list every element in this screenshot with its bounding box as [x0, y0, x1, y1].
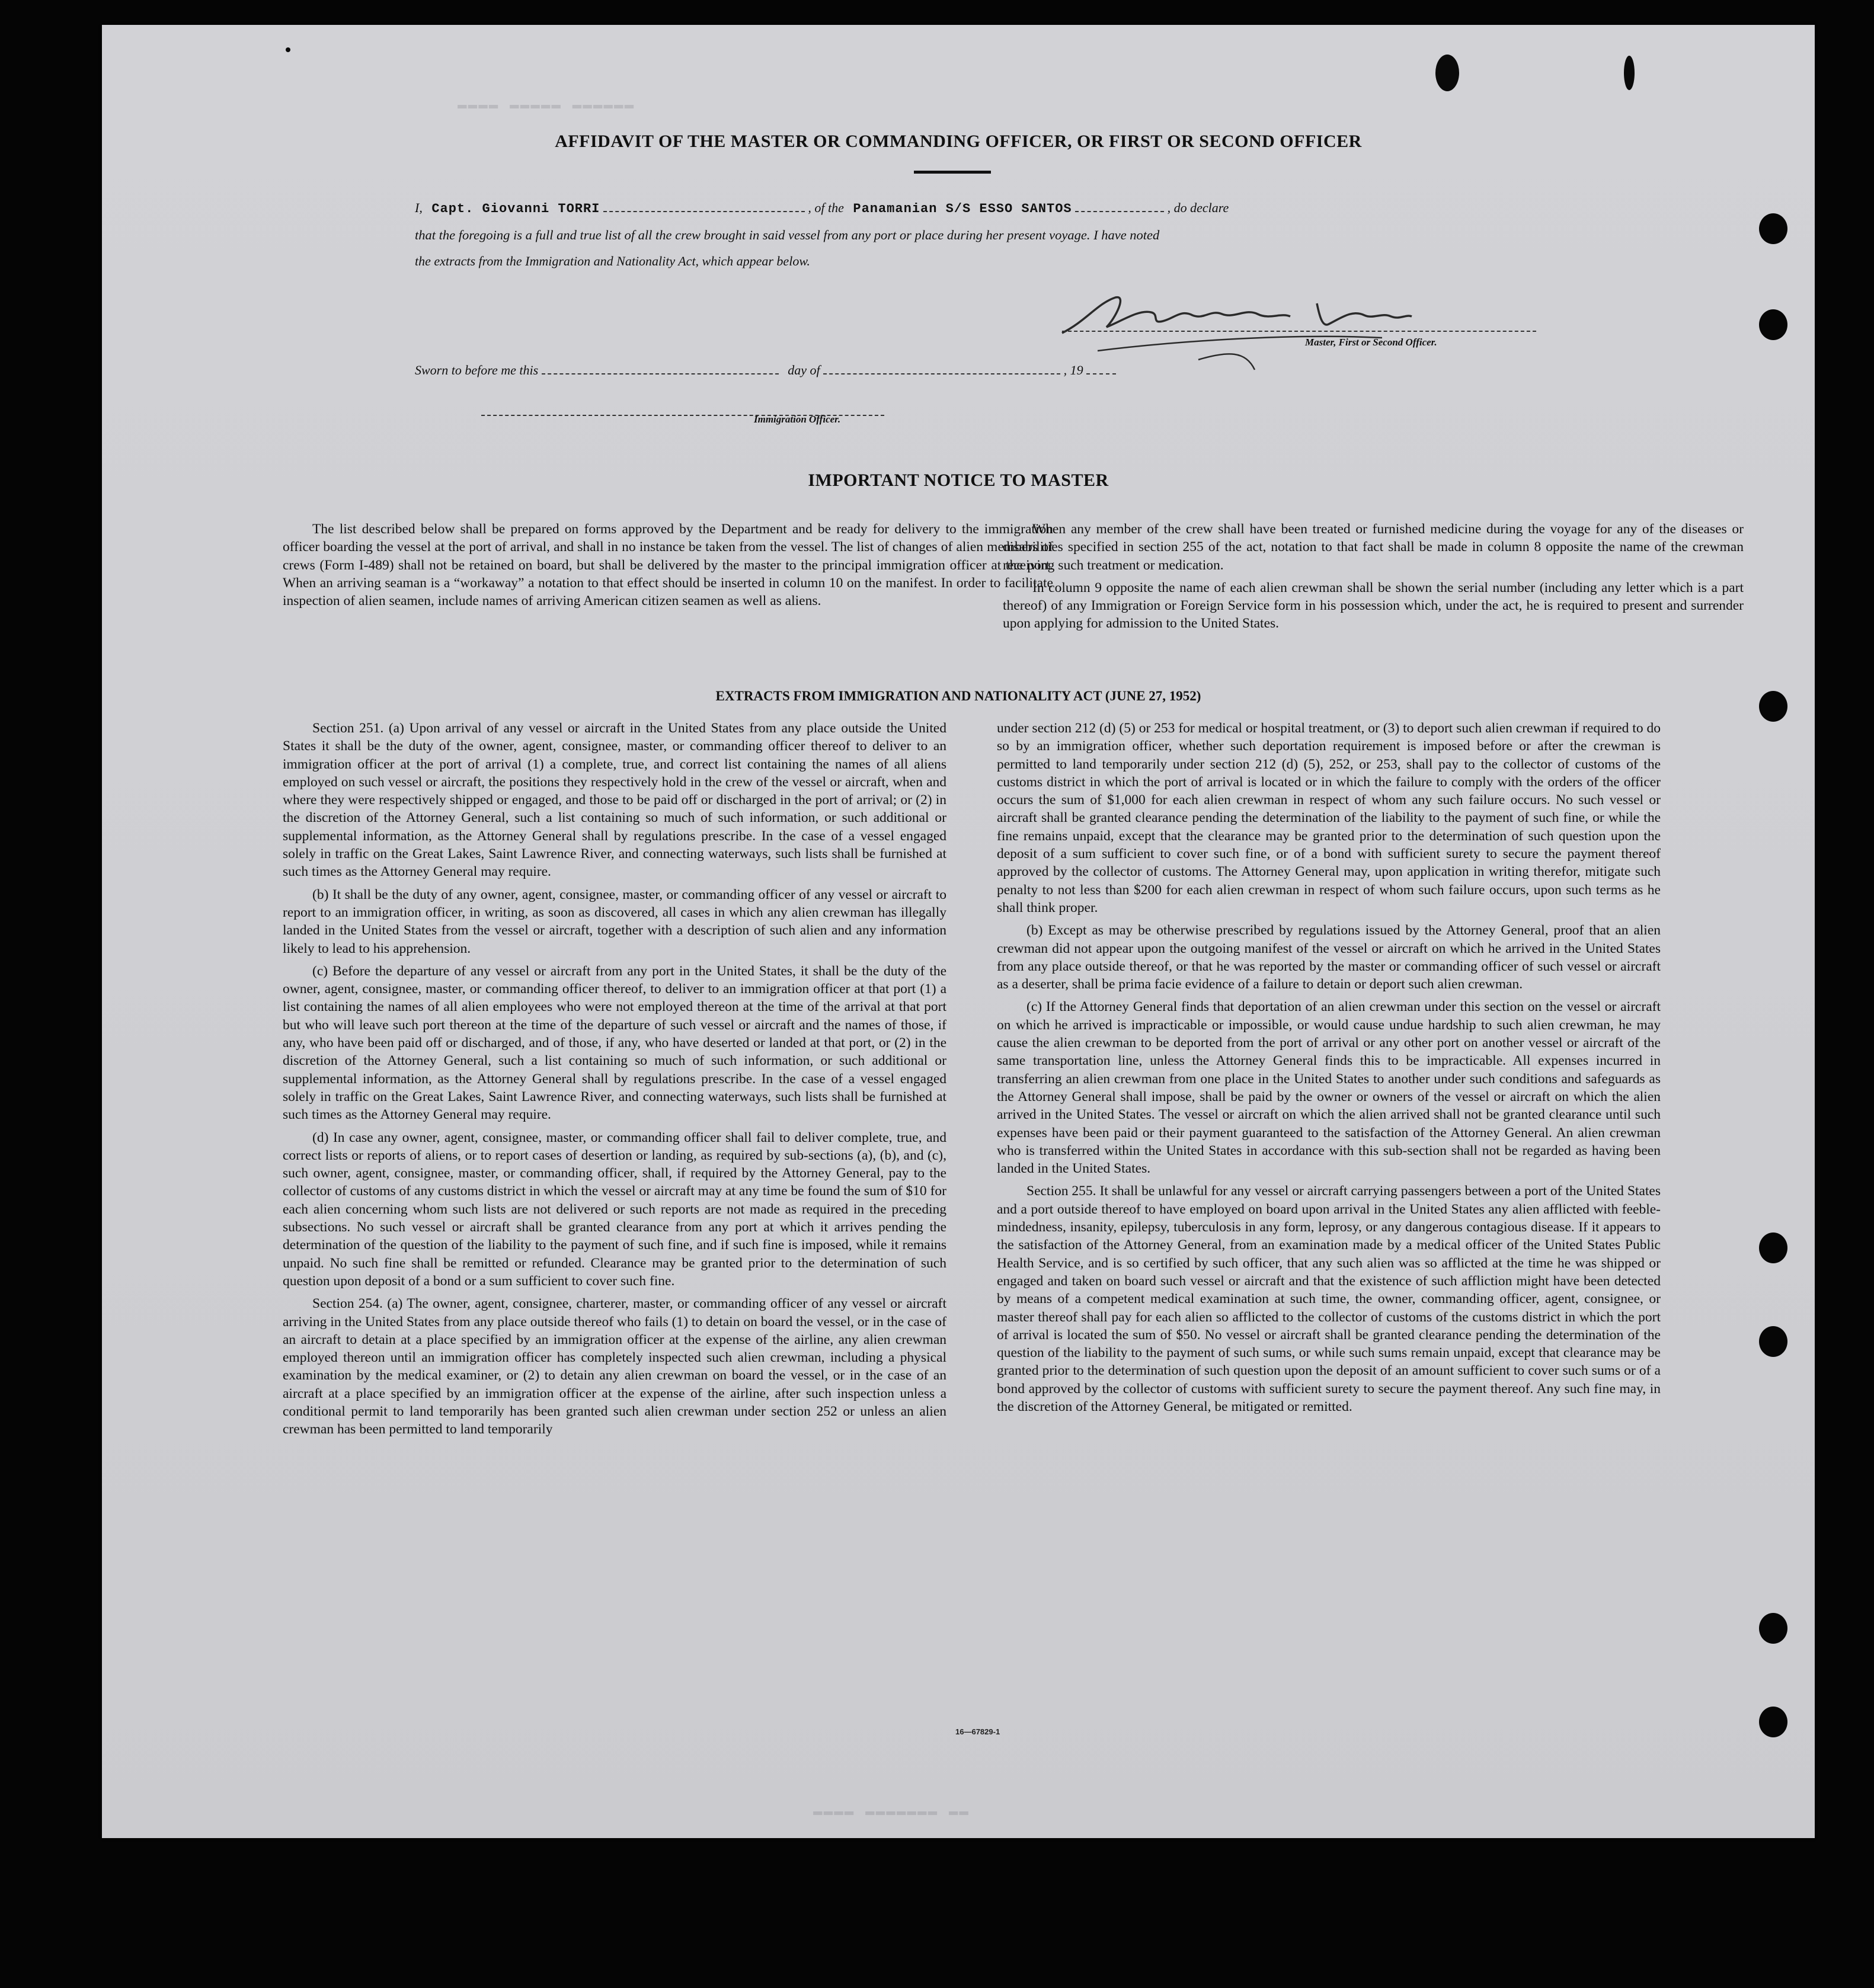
punch-hole: [1759, 213, 1787, 244]
ink-blot: [1624, 56, 1635, 90]
sworn-line: [415, 363, 1116, 378]
document-page: [102, 25, 1815, 1838]
notice-paragraph: When any member of the crew shall have been treated or furnished medicine during the voyage for any of the diseases or disabilities specified in section 255 of the act, notation to that fact shall be made in column 8 opposite the name of the crewman receiving such treatment or medication.: [1003, 521, 1744, 573]
extract-paragraph: Section 254. (a) The owner, agent, consignee, charterer, master, or commanding officer of any vessel or aircraft arriving in the United States from any place outside thereof who fails (1) to detain on board the vessel, or in the case of an aircraft to detain at a place specified by an immigration officer at the expense of the airline, any alien crewman employed thereon until an immigration officer has completely inspected such alien crewman, including a physical examination by the medical examiner, or (2) to detain any alien crewman on board the vessel, or in the case of an aircraft at a place specified by an immigration officer at the expense of the airline, after such inspection unless a conditional permit to land temporarily has been granted such alien crewman under section 252 or unless an alien crewman has been permitted to land temporarily: [283, 1296, 946, 1438]
extracts-title: EXTRACTS FROM IMMIGRATION AND NATIONALITY ACT (JUNE 27, 1952): [715, 689, 1201, 703]
blank-dashes: [603, 200, 805, 212]
blank-dashes: [1086, 363, 1116, 374]
form-number: 16—67829-1: [955, 1727, 1000, 1736]
sworn-label: Sworn to before me this: [415, 363, 539, 377]
punch-hole: [1759, 691, 1787, 722]
extract-paragraph: (b) Except as may be otherwise prescribed by regulations issued by the Attorney General, proof that an alien crewman did not appear upon the outgoing manifest of the vessel or aircraft on which he arrived in the United States from any place outside thereof, or that he was reported by the master or commanding officer of such vessel or aircraft as a deserter, shall be prima facie evidence of a failure to detain or deport such alien crewman.: [997, 923, 1661, 993]
ink-blot: [1435, 55, 1459, 91]
punch-hole: [1759, 1326, 1787, 1357]
notice-left-column: [283, 520, 1053, 614]
signature-line: [1062, 320, 1536, 332]
master-name: Capt. Giovanni TORRI: [431, 201, 600, 216]
extract-paragraph: Section 255. It shall be unlawful for any vessel or aircraft carrying passengers between a port of the United States and a port outside thereof to have employed on board upon arrival in the United States any alien afflicted with feeble-mindedness, insanity, epilepsy, tuberculosis in any form, leprosy, or any dangerous contagious disease. If it appears to the satisfaction of the Attorney General, from an examination made by a medical officer of the United States Public Health Service, and is so certified by such officer, that any such alien was so afflicted at the time he was shipped or engaged and taken on board such vessel or aircraft and that the existence of such affliction might have been detected by means of a competent medical examination at such time, the owner, commanding officer, agent, consignee, or master thereof shall pay for each alien so afflicted to the collector of customs of the customs district in which the port of arrival is located the sum of $50. No vessel or aircraft shall be granted clearance pending the determination of the question of the liability to the payment of such sums, or while such sums remain unpaid, except that clearance may be granted prior to the determination of such question upon the deposit of an amount sufficient to cover such sums or of a bond approved by the collector of customs with sufficient surety to secure the payment thereof. Any such fine may, in the discretion of the Attorney General, be mitigated or remitted.: [997, 1183, 1661, 1414]
punch-hole: [1759, 309, 1787, 340]
declare-label: , do declare: [1167, 200, 1229, 215]
bleed-through: ▬▬▬▬ ▬▬▬▬▬ ▬▬▬▬▬▬: [458, 96, 635, 114]
notice-right-column: [1003, 520, 1744, 638]
punch-hole: [1759, 1707, 1787, 1737]
officer-caption: Immigration Officer.: [754, 414, 841, 425]
declaration-prefix: I,: [415, 200, 423, 215]
punch-hole: [1759, 1613, 1787, 1644]
blank-dashes: [1075, 200, 1164, 212]
bleed-through: ▬▬▬▬ ▬▬▬▬▬▬▬ ▬▬: [813, 1803, 970, 1820]
extract-paragraph: under section 212 (d) (5) or 253 for medical or hospital treatment, or (3) to deport such alien crewman if required to do so by an immigration officer, whether such deportation requirement is imposed before or after the crewman is permitted to land temporarily under section 212 (d) (5), 252, or 253, shall pay to the collector of customs of the customs district in which the port of arrival is located or in which the failure to comply with the orders of the officer occurs the sum of $1,000 for each alien crewman in respect of whom any such failure occurs. No such vessel or aircraft shall be granted clearance pending the determination of the liability to the payment of such fine, or while the fine remains unpaid, except that the clearance may be granted prior to the determination of such question upon the deposit of a sum sufficient to cover such fine, or of a bond with sufficient surety to secure the payment thereof approved by the collector of customs. The Attorney General may, upon application in writing therefor, mitigate such penalty to not less than $200 for each alien crewman in respect of whom such failure occurs, upon such terms as he shall think proper.: [997, 721, 1661, 915]
extracts-left-column: [283, 719, 946, 1443]
extracts-right-column: [997, 719, 1661, 1420]
ink-blot: [286, 47, 290, 52]
blank-dashes: [823, 363, 1060, 374]
punch-hole: [1759, 1233, 1787, 1263]
blank-dashes: [542, 363, 779, 374]
signature-caption: Master, First or Second Officer.: [1305, 337, 1437, 348]
notice-title: IMPORTANT NOTICE TO MASTER: [808, 470, 1109, 490]
of-the-label: , of the: [808, 200, 844, 215]
notice-paragraph: In column 9 opposite the name of each alien crewman shall be shown the serial number (including any letter which is a part thereof) of any Immigration or Foreign Service form in his possession which, under the act, he is required to present and surrender upon applying for admission to the United States.: [1003, 580, 1744, 632]
vessel-name: Panamanian S/S ESSO SANTOS: [853, 201, 1072, 216]
declaration-line-3: the extracts from the Immigration and Nationality Act, which appear below.: [415, 254, 810, 268]
title-rule: [914, 171, 991, 174]
extract-paragraph: (c) If the Attorney General finds that deportation of an alien crewman under this section on the vessel or aircraft on which he arrived is impracticable or impossible, or would cause undue hardship to such alien crewman, he may cause the alien crewman to be deported from the port of arrival or any other port on another vessel or aircraft of the same transportation line, unless the Attorney General finds this to be impracticable. All expenses incurred in transferring an alien crewman from one place in the United States to another under such conditions and safeguards as the Attorney General shall impose, shall be paid by the owner or owners of the vessel or aircraft on which the alien arrived in the United States. The vessel or aircraft on which the alien arrived shall not be granted clearance until such expenses have been paid or their payment guaranteed to the satisfaction of the Attorney General. An alien crewman who is transferred within the United States in accordance with this sub-section shall not be regarded as having been landed in the United States.: [997, 999, 1661, 1177]
extract-paragraph: (b) It shall be the duty of any owner, agent, consignee, master, or commanding officer of any vessel or aircraft to report to an immigration officer, in writing, as soon as discovered, all cases in which any alien crewman has illegally landed in the United States from the vessel or aircraft, together with a description of such alien and any information likely to lead to his apprehension.: [283, 886, 946, 956]
extract-paragraph: Section 251. (a) Upon arrival of any vessel or aircraft in the United States from any place outside the United States it shall be the duty of the owner, agent, consignee, master, or commanding officer thereof to deliver to an immigration officer at the port of arrival (1) a complete, true, and correct list containing the names of all aliens employed on such vessel or aircraft, the positions they respectively hold in the crew of the vessel or aircraft, when and where they were respectively shipped or engaged, and those to be paid off or discharged in the port of arrival; or (2) in the discretion of the Attorney General, such a list containing so much of such information, or such additional or supplemental information, as the Attorney General shall by regulations prescribe. In the case of a vessel engaged solely in traffic on the Great Lakes, Saint Lawrence River, and connecting waterways, such lists shall be furnished at such times as the Attorney General may require.: [283, 721, 946, 880]
extract-paragraph: (d) In case any owner, agent, consignee, master, or commanding officer shall fail to deliver complete, true, and correct lists or reports of aliens, or to report cases of desertion or landing, as required by sub-sections (a), (b), and (c), such owner, agent, consignee, master, or commanding officer, shall, if required by the Attorney General, pay to the collector of customs of any customs district in which the vessel or aircraft may at any time be found the sum of $10 for each alien concerning whom such lists are not delivered or such reports are not made as required in the preceding subsections. No such vessel or aircraft shall be granted clearance from any port at which it arrives pending the determination of the question of the liability to the payment of such fine, and if such fine is imposed, while it remains unpaid. No such fine shall be remitted or refunded. Clearance may be granted prior to the determination of such question upon deposit of a bond or a sum sufficient to cover such fine.: [283, 1129, 946, 1289]
affidavit-title: AFFIDAVIT OF THE MASTER OR COMMANDING OFFICER, OR FIRST OR SECOND OFFICER: [555, 132, 1362, 151]
year-label: , 19: [1063, 363, 1083, 377]
notice-paragraph: The list described below shall be prepared on forms approved by the Department and be ready for delivery to the immigration officer boarding the vessel at the port of arrival, and shall in no instance be taken from the vessel. The list of changes of alien members of crews (Form I-489) shall not be retained on board, but shall be delivered by the master to the principal immigration officer at the port. When an arriving seaman is a “workaway” a notation to that effect should be inserted in column 10 on the manifest. In order to facilitate inspection of alien seamen, include names of arriving American citizen seamen as well as aliens.: [283, 521, 1053, 609]
declaration-line-2: that the foregoing is a full and true list of all the crew brought in said vessel from any port or place during her present voyage. I have noted: [415, 228, 1160, 242]
declaration-line-1: [415, 200, 1229, 216]
extract-paragraph: (c) Before the departure of any vessel or aircraft from any port in the United States, it shall be the duty of the owner, agent, consignee, master, or commanding officer thereof, to deliver to an immigration officer at that port (1) a list containing the names of all alien employees who were not employed thereon at the time of the arrival at that port but who will leave such port thereon at the time of the departure of such vessel or aircraft and the names of those, if any, who have been paid off or discharged, and of those, if any, who have deserted or landed at that port, or (2) in the discretion of the Attorney General, such a list containing so much of such information, or such additional or supplemental information, as the Attorney General shall by regulations prescribe. In the case of a vessel engaged solely in traffic on the Great Lakes, Saint Lawrence River, and connecting waterways, such lists shall be furnished at such times as the Attorney General may require.: [283, 963, 946, 1123]
day-of-label: day of: [788, 363, 820, 377]
